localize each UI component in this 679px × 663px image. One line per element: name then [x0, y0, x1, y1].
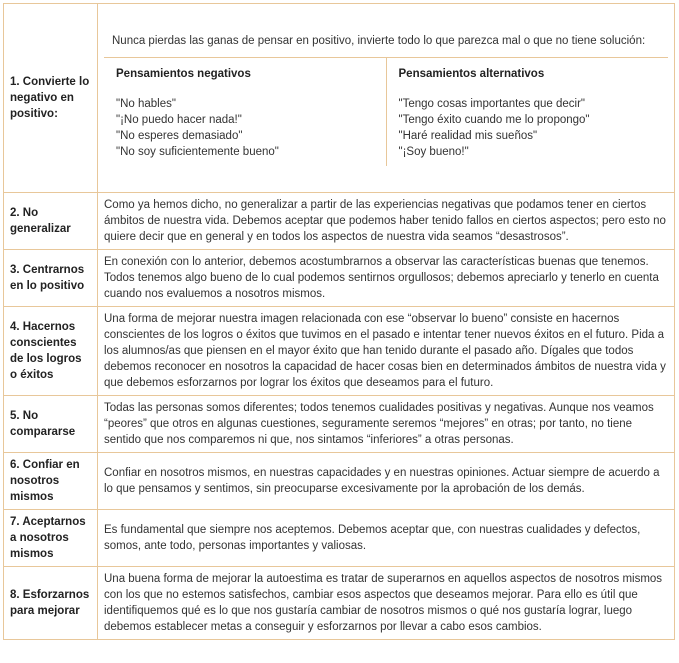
- row-content: Es fundamental que siempre nos aceptemos. Debemos aceptar que, con nuestras cualidades y defectos, somos, ante todo, personas importantes y valiosas.: [98, 510, 675, 567]
- table-row: [4, 567, 675, 640]
- row-header: 2. No generalizar: [4, 193, 98, 250]
- alternative-thought: "Tengo cosas importantes que decir": [398, 97, 586, 110]
- row-header: 5. No compararse: [4, 396, 98, 453]
- row-content: Una buena forma de mejorar la autoestima es tratar de superarnos en aquellos aspectos de nosotros mismos con los que no estemos satisfechos, cambiar esos aspectos que deseamos mejorar. Para ello es útil que identifiquemos qué es lo que nos gustaría cambiar de nosotros mismos o qué nos gustaría lograr, luego debemos establecer metas a conseguir y esforzarnos por llevar a cabo esos cambios.: [98, 567, 675, 640]
- table-row: [4, 250, 675, 307]
- table-row: [4, 396, 675, 453]
- thoughts-table: [104, 58, 668, 166]
- row-content: [98, 4, 675, 193]
- row-content: En conexión con lo anterior, debemos acostumbrarnos a observar las características buenas que tenemos. Todos tenemos algo bueno de lo cual podemos sentirnos orgullosos; debemos apreciarlo y tenerlo en cuenta cuando nos evaluemos a nosotros mismos.: [98, 250, 675, 307]
- row-content: Confiar en nosotros mismos, en nuestras capacidades y en nuestras opiniones. Actuar siempre de acuerdo a lo que pensamos y sentimos, sin preocuparse excesivamente por la aprobación de los demás.: [98, 453, 675, 510]
- alternative-thought: "Tengo éxito cuando me lo propongo": [398, 113, 590, 126]
- row-content: Una forma de mejorar nuestra imagen relacionada con ese “observar lo bueno” consiste en hacernos conscientes de los logros o éxitos que tuvimos en el pasado e intentar tener nuevos éxitos en el futuro. Pida a los alumnos/as que piensen en el mayor éxito que han tenido durante el pasado año. Dígales que todos debemos reconocer en nosotros la capacidad de hacer cosas bien en determinados ámbitos de nuestra vida y que debemos esforzarnos por lograr los éxitos que deseamos para el futuro.: [98, 307, 675, 396]
- table-row: [4, 307, 675, 396]
- table-row: [4, 193, 675, 250]
- row-content: Como ya hemos dicho, no generalizar a partir de las experiencias negativas que podamos tener en ciertos ámbitos de nuestra vida. Debemos aceptar que podemos haber tenido fallos en ciertos aspectos; pero esto no quiere decir que en general y en todos los aspectos de nuestra vida seamos “desastrosos”.: [98, 193, 675, 250]
- row-header: [4, 4, 98, 193]
- row-header: 8. Esforzarnos para mejorar: [4, 567, 98, 640]
- alternative-thought: "Haré realidad mis sueños": [398, 129, 538, 142]
- negative-thought: "¡No puedo hacer nada!": [116, 113, 242, 126]
- row-header-text: 1. Convierte lo negativo en positivo:: [10, 76, 90, 120]
- row-header: 7. Aceptarnos a nosotros mismos: [4, 510, 98, 567]
- row-content: Todas las personas somos diferentes; todos tenemos cualidades positivas y negativas. Aunque nos veamos “peores” que otros en algunas cuestiones, seguramente seremos “mejores” en otras; por tanto, no tiene sentido que nos comparemos ni que, nos sintamos “inferiores” a otras personas.: [98, 396, 675, 453]
- alternative-thoughts-column: [386, 58, 668, 166]
- table-row: [4, 4, 675, 193]
- row-header: 4. Hacernos conscientes de los logros o éxitos: [4, 307, 98, 396]
- alternative-thoughts-title: Pensamientos alternativos: [398, 67, 545, 80]
- negative-thoughts-column: [104, 58, 386, 166]
- negative-thought: "No soy suficientemente bueno": [116, 145, 279, 158]
- negative-thoughts-title: Pensamientos negativos: [116, 67, 251, 80]
- negative-thought: "No hables": [116, 97, 176, 110]
- row-header: 6. Confiar en nosotros mismos: [4, 453, 98, 510]
- intro-text: Nunca pierdas las ganas de pensar en positivo, invierte todo lo que parezca mal o que no tiene solución:: [104, 31, 668, 58]
- table-row: [4, 510, 675, 567]
- alternative-thought: "¡Soy bueno!": [398, 145, 469, 158]
- row-header: 3. Centrarnos en lo positivo: [4, 250, 98, 307]
- self-esteem-table: [3, 3, 675, 640]
- table-row: [4, 453, 675, 510]
- negative-thought: "No esperes demasiado": [116, 129, 243, 142]
